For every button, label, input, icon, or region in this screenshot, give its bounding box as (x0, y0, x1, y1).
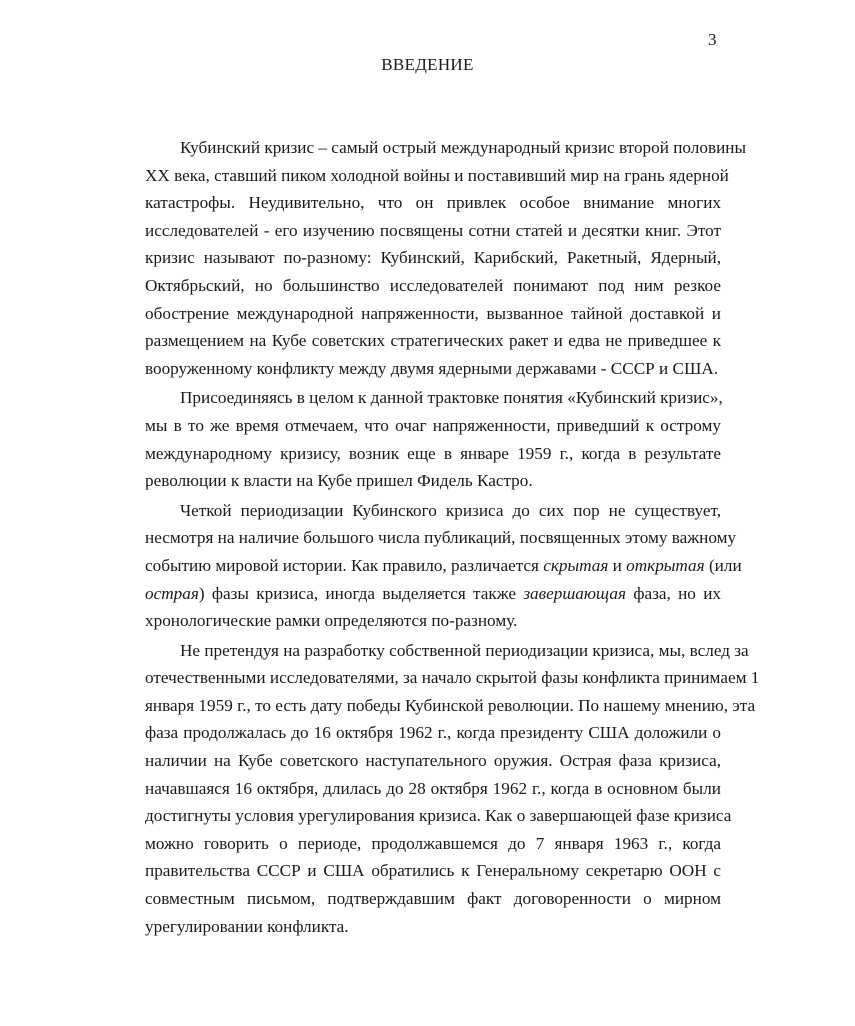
text-line: Кубинский кризис – самый острый международный кризис второй половины (180, 138, 747, 157)
text-line: января 1959 г., то есть дату победы Кубинской революции. По нашему мнению, эта (145, 695, 756, 715)
text-line: международному кризису, возник еще в январе 1959 г., когда в результате (145, 443, 721, 463)
paragraph-3 (145, 497, 742, 635)
page-title: ВВЕДЕНИЕ (381, 55, 474, 74)
text-line: Четкой периодизации Кубинского кризиса до сих пор не существует, (180, 500, 721, 520)
text-line: исследователей - его изучению посвящены сотни статей и десятки книг. Этот (145, 220, 721, 240)
text-line: наличии на Кубе советского наступательного оружия. Острая фаза кризиса, (145, 751, 721, 771)
text-line: мы в то же время отмечаем, что очаг напряженности, приведший к острому (145, 415, 721, 435)
text-line: размещением на Кубе советских стратегических ракет и едва не приведшее к (145, 331, 721, 351)
text-line: вооруженному конфликту между двумя ядерными державами - СССР и США. (145, 358, 719, 378)
text-line: Присоединяясь в целом к данной трактовке понятия «Кубинский кризис», (180, 388, 723, 408)
italic-term: острая (145, 583, 199, 603)
paragraph-1 (145, 134, 747, 382)
text-line: событию мировой истории. Как правило, различается скрытая и открытая (или (145, 555, 742, 575)
text-line: кризис называют по-разному: Кубинский, Карибский, Ракетный, Ядерный, (145, 248, 721, 268)
text-line: Октябрьский, но большинство исследователей понимают под ним резкое (145, 275, 721, 295)
text-line: катастрофы. Неудивительно, что он привлек особое внимание многих (145, 193, 721, 213)
italic-term: завершающая (523, 583, 626, 603)
text-line: правительства СССР и США обратились к Генеральному секретарю ООН с (145, 861, 721, 881)
page-number: 3 (708, 30, 717, 49)
text-line: XX века, ставший пиком холодной войны и поставивший мир на грань ядерной (145, 165, 729, 185)
text-line: начавшаяся 16 октября, длилась до 28 октября 1962 г., когда в основном были (145, 778, 721, 798)
italic-term: открытая (626, 555, 705, 575)
text-line: обострение международной напряженности, вызванное тайной доставкой и (145, 303, 721, 323)
text-line: достигнуты условия урегулирования кризиса. Как о завершающей фазе кризиса (145, 806, 732, 826)
text-line: урегулировании конфликта. (145, 916, 349, 936)
text-line: фаза продолжалась до 16 октября 1962 г., когда президенту США доложили о (145, 723, 721, 743)
text-line: хронологические рамки определяются по-разному. (145, 611, 518, 631)
text-line: острая) фазы кризиса, иногда выделяется также завершающая фаза, но их (145, 583, 721, 603)
text-line: отечественными исследователями, за начало скрытой фазы конфликта принимаем 1 (145, 668, 760, 688)
paragraph-4 (145, 637, 760, 941)
text-line: Не претендуя на разработку собственной периодизации кризиса, мы, вслед за (180, 640, 749, 660)
italic-term: скрытая (543, 555, 609, 575)
text-line: революции к власти на Кубе пришел Фидель Кастро. (145, 471, 533, 491)
text-line: несмотря на наличие большого числа публикаций, посвященных этому важному (145, 528, 737, 548)
paragraph-2 (145, 384, 721, 494)
document-body (145, 134, 760, 940)
text-line: совместным письмом, подтверждавшим факт договоренности о мирном (145, 889, 721, 909)
text-line: можно говорить о периоде, продолжавшемся до 7 января 1963 г., когда (145, 833, 721, 853)
